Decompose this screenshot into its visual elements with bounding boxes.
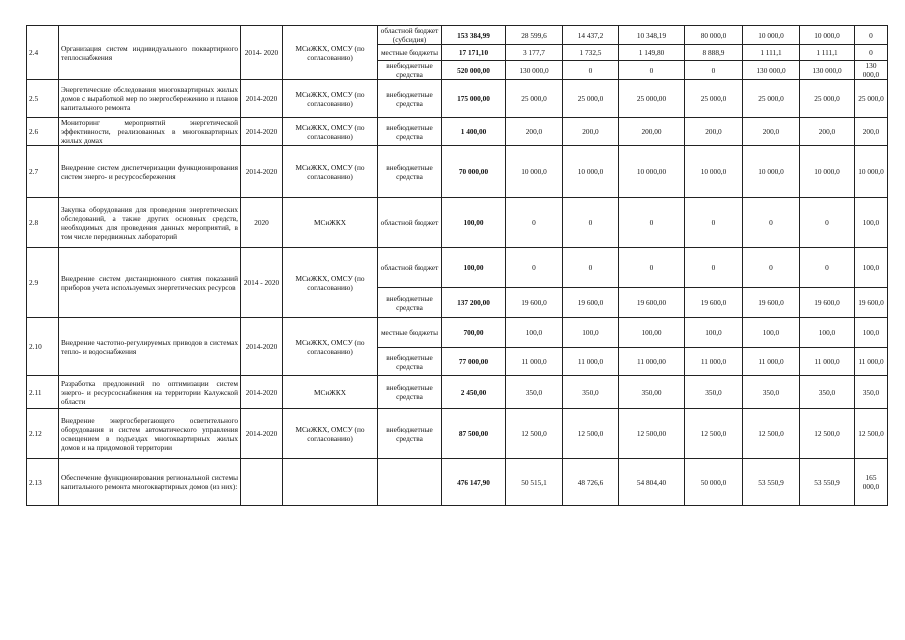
executor: МСиЖКХ, ОМСУ (по согласованию) xyxy=(283,26,378,80)
implementation-period: 2014-2020 xyxy=(241,80,283,118)
year-amount: 350,0 xyxy=(506,376,563,409)
year-amount: 1 111,1 xyxy=(800,45,855,61)
year-amount: 165 000,0 xyxy=(855,459,888,506)
year-amount: 25 000,0 xyxy=(685,80,743,118)
year-amount: 0 xyxy=(855,26,888,45)
year-amount: 12 500,0 xyxy=(743,409,800,459)
executor: МСиЖКХ xyxy=(283,198,378,248)
year-amount: 10 000,0 xyxy=(743,146,800,198)
year-amount: 25 000,0 xyxy=(506,80,563,118)
year-amount: 100,0 xyxy=(506,318,563,348)
year-amount: 200,00 xyxy=(619,118,685,146)
measure-number: 2.11 xyxy=(27,376,59,409)
total-amount: 153 384,99 xyxy=(442,26,506,45)
year-amount: 19 600,0 xyxy=(855,288,888,318)
measure-number: 2.8 xyxy=(27,198,59,248)
year-amount: 200,0 xyxy=(685,118,743,146)
funding-source: областной бюджет xyxy=(378,248,442,288)
year-amount: 0 xyxy=(800,248,855,288)
measure-name: Внедрение систем дистанционного снятия показаний приборов учета используемых энергетических ресурсов xyxy=(59,248,241,318)
year-amount: 0 xyxy=(506,248,563,288)
year-amount: 0 xyxy=(563,248,619,288)
year-amount: 350,0 xyxy=(743,376,800,409)
year-amount: 10 000,00 xyxy=(619,146,685,198)
funding-source: внебюджетные средства xyxy=(378,80,442,118)
year-amount: 53 550,9 xyxy=(743,459,800,506)
measure-name: Разработка предложений по оптимизации систем энерго- и ресурсоснабжения на территории Калужской области xyxy=(59,376,241,409)
year-amount: 0 xyxy=(563,61,619,80)
year-amount: 10 000,0 xyxy=(563,146,619,198)
executor xyxy=(283,459,378,506)
year-amount: 0 xyxy=(685,198,743,248)
funding-source: внебюджетные средства xyxy=(378,118,442,146)
measure-name: Внедрение частотно-регулируемых приводов в системах тепло- и водоснабжения xyxy=(59,318,241,376)
table-row xyxy=(27,26,888,45)
implementation-period: 2014-2020 xyxy=(241,118,283,146)
year-amount: 50 000,0 xyxy=(685,459,743,506)
year-amount: 0 xyxy=(619,248,685,288)
year-amount: 100,0 xyxy=(855,248,888,288)
year-amount: 48 726,6 xyxy=(563,459,619,506)
year-amount: 200,0 xyxy=(800,118,855,146)
year-amount: 130 000,0 xyxy=(506,61,563,80)
year-amount: 100,00 xyxy=(619,318,685,348)
executor: МСиЖКХ, ОМСУ (по согласованию) xyxy=(283,248,378,318)
year-amount: 0 xyxy=(685,248,743,288)
year-amount: 50 515,1 xyxy=(506,459,563,506)
table-row xyxy=(27,146,888,198)
year-amount: 25 000,0 xyxy=(800,80,855,118)
year-amount: 0 xyxy=(685,61,743,80)
year-amount: 54 804,40 xyxy=(619,459,685,506)
year-amount: 10 000,0 xyxy=(855,146,888,198)
measure-name: Внедрение энергосберегающего осветительного оборудования и систем автоматического управления освещением в подъездах многоквартирных жилых домов и на придомовой территории xyxy=(59,409,241,459)
year-amount: 19 600,0 xyxy=(800,288,855,318)
year-amount: 19 600,0 xyxy=(685,288,743,318)
total-amount: 87 500,00 xyxy=(442,409,506,459)
table-row xyxy=(27,198,888,248)
implementation-period: 2014-2020 xyxy=(241,146,283,198)
year-amount: 350,0 xyxy=(800,376,855,409)
year-amount: 200,0 xyxy=(506,118,563,146)
measure-number: 2.6 xyxy=(27,118,59,146)
total-amount: 520 000,00 xyxy=(442,61,506,80)
funding-source xyxy=(378,459,442,506)
year-amount: 350,0 xyxy=(855,376,888,409)
year-amount: 130 000,0 xyxy=(743,61,800,80)
year-amount: 3 177,7 xyxy=(506,45,563,61)
implementation-period: 2014- 2020 xyxy=(241,26,283,80)
year-amount: 25 000,0 xyxy=(563,80,619,118)
year-amount: 11 000,0 xyxy=(506,348,563,376)
year-amount: 11 000,0 xyxy=(855,348,888,376)
measure-number: 2.13 xyxy=(27,459,59,506)
table-row xyxy=(27,376,888,409)
table-body xyxy=(27,26,888,506)
table-row xyxy=(27,459,888,506)
year-amount: 200,0 xyxy=(563,118,619,146)
total-amount: 476 147,90 xyxy=(442,459,506,506)
measure-name: Внедрение систем диспетчеризации функционирования систем энерго- и ресурсосбережения xyxy=(59,146,241,198)
total-amount: 137 200,00 xyxy=(442,288,506,318)
year-amount: 12 500,0 xyxy=(563,409,619,459)
year-amount: 100,0 xyxy=(743,318,800,348)
measure-number: 2.9 xyxy=(27,248,59,318)
implementation-period: 2014 - 2020 xyxy=(241,248,283,318)
funding-source: внебюджетные средства xyxy=(378,348,442,376)
year-amount: 25 000,00 xyxy=(619,80,685,118)
total-amount: 1 400,00 xyxy=(442,118,506,146)
total-amount: 700,00 xyxy=(442,318,506,348)
funding-source: внебюджетные средства xyxy=(378,61,442,80)
year-amount: 0 xyxy=(743,248,800,288)
total-amount: 100,00 xyxy=(442,248,506,288)
year-amount: 100,0 xyxy=(855,198,888,248)
year-amount: 0 xyxy=(563,198,619,248)
measure-name: Организация систем индивидуального поквартирного теплоснабжения xyxy=(59,26,241,80)
measure-name: Мониторинг мероприятий энергетической эффективности, реализованных в многоквартирных жилых домах xyxy=(59,118,241,146)
year-amount: 19 600,0 xyxy=(506,288,563,318)
year-amount: 200,0 xyxy=(743,118,800,146)
measure-name: Закупка оборудования для проведения энергетических обследований, а также других основных средств, необходимых для проведения данных мероприятий, в том числе передвижных лабораторий xyxy=(59,198,241,248)
total-amount: 77 000,00 xyxy=(442,348,506,376)
executor: МСиЖКХ, ОМСУ (по согласованию) xyxy=(283,146,378,198)
funding-source: местные бюджеты xyxy=(378,45,442,61)
year-amount: 350,0 xyxy=(563,376,619,409)
year-amount: 53 550,9 xyxy=(800,459,855,506)
executor: МСиЖКХ, ОМСУ (по согласованию) xyxy=(283,118,378,146)
year-amount: 100,0 xyxy=(563,318,619,348)
implementation-period: 2020 xyxy=(241,198,283,248)
implementation-period xyxy=(241,459,283,506)
year-amount: 0 xyxy=(619,61,685,80)
total-amount: 17 171,10 xyxy=(442,45,506,61)
implementation-period: 2014-2020 xyxy=(241,409,283,459)
year-amount: 100,0 xyxy=(800,318,855,348)
total-amount: 100,00 xyxy=(442,198,506,248)
measure-number: 2.7 xyxy=(27,146,59,198)
implementation-period: 2014-2020 xyxy=(241,376,283,409)
measure-name: Обеспечение функционирования региональной системы капитального ремонта многоквартирных домов (из них): xyxy=(59,459,241,506)
total-amount: 70 000,00 xyxy=(442,146,506,198)
executor: МСиЖКХ xyxy=(283,376,378,409)
year-amount: 10 000,0 xyxy=(506,146,563,198)
year-amount: 11 000,0 xyxy=(743,348,800,376)
measure-name: Энергетические обследования многоквартирных жилых домов с выработкой мер по энергосбережению и планов капитального ремонта xyxy=(59,80,241,118)
year-amount: 25 000,0 xyxy=(855,80,888,118)
measure-number: 2.4 xyxy=(27,26,59,80)
total-amount: 175 000,00 xyxy=(442,80,506,118)
executor: МСиЖКХ, ОМСУ (по согласованию) xyxy=(283,80,378,118)
funding-source: областной бюджет xyxy=(378,198,442,248)
year-amount: 0 xyxy=(855,45,888,61)
year-amount: 350,00 xyxy=(619,376,685,409)
funding-source: внебюджетные средства xyxy=(378,288,442,318)
funding-source: областной бюджет (субсидия) xyxy=(378,26,442,45)
year-amount: 10 348,19 xyxy=(619,26,685,45)
executor: МСиЖКХ, ОМСУ (по согласованию) xyxy=(283,318,378,376)
year-amount: 10 000,0 xyxy=(800,26,855,45)
table-row xyxy=(27,118,888,146)
year-amount: 1 732,5 xyxy=(563,45,619,61)
executor: МСиЖКХ, ОМСУ (по согласованию) xyxy=(283,409,378,459)
funding-source: местные бюджеты xyxy=(378,318,442,348)
year-amount: 28 599,6 xyxy=(506,26,563,45)
measure-number: 2.10 xyxy=(27,318,59,376)
year-amount: 14 437,2 xyxy=(563,26,619,45)
year-amount: 200,0 xyxy=(855,118,888,146)
year-amount: 11 000,0 xyxy=(800,348,855,376)
year-amount: 8 888,9 xyxy=(685,45,743,61)
year-amount: 100,0 xyxy=(855,318,888,348)
year-amount: 11 000,0 xyxy=(563,348,619,376)
year-amount: 0 xyxy=(743,198,800,248)
year-amount: 19 600,0 xyxy=(563,288,619,318)
year-amount: 10 000,0 xyxy=(800,146,855,198)
year-amount: 10 000,0 xyxy=(685,146,743,198)
year-amount: 11 000,0 xyxy=(685,348,743,376)
year-amount: 1 111,1 xyxy=(743,45,800,61)
implementation-period: 2014-2020 xyxy=(241,318,283,376)
funding-source: внебюджетные средства xyxy=(378,409,442,459)
year-amount: 130 000,0 xyxy=(855,61,888,80)
table-row xyxy=(27,318,888,348)
program-measures-table xyxy=(26,25,888,506)
year-amount: 1 149,80 xyxy=(619,45,685,61)
year-amount: 80 000,0 xyxy=(685,26,743,45)
table-row xyxy=(27,80,888,118)
measure-number: 2.12 xyxy=(27,409,59,459)
year-amount: 0 xyxy=(800,198,855,248)
funding-source: внебюджетные средства xyxy=(378,146,442,198)
year-amount: 12 500,0 xyxy=(855,409,888,459)
total-amount: 2 450,00 xyxy=(442,376,506,409)
year-amount: 12 500,0 xyxy=(506,409,563,459)
funding-source: внебюджетные средства xyxy=(378,376,442,409)
table-row xyxy=(27,409,888,459)
year-amount: 19 600,0 xyxy=(743,288,800,318)
year-amount: 11 000,00 xyxy=(619,348,685,376)
year-amount: 130 000,0 xyxy=(800,61,855,80)
year-amount: 12 500,00 xyxy=(619,409,685,459)
year-amount: 12 500,0 xyxy=(800,409,855,459)
year-amount: 19 600,00 xyxy=(619,288,685,318)
year-amount: 350,0 xyxy=(685,376,743,409)
year-amount: 0 xyxy=(506,198,563,248)
year-amount: 0 xyxy=(619,198,685,248)
year-amount: 12 500,0 xyxy=(685,409,743,459)
measure-number: 2.5 xyxy=(27,80,59,118)
year-amount: 100,0 xyxy=(685,318,743,348)
year-amount: 25 000,0 xyxy=(743,80,800,118)
table-row xyxy=(27,248,888,288)
year-amount: 10 000,0 xyxy=(743,26,800,45)
